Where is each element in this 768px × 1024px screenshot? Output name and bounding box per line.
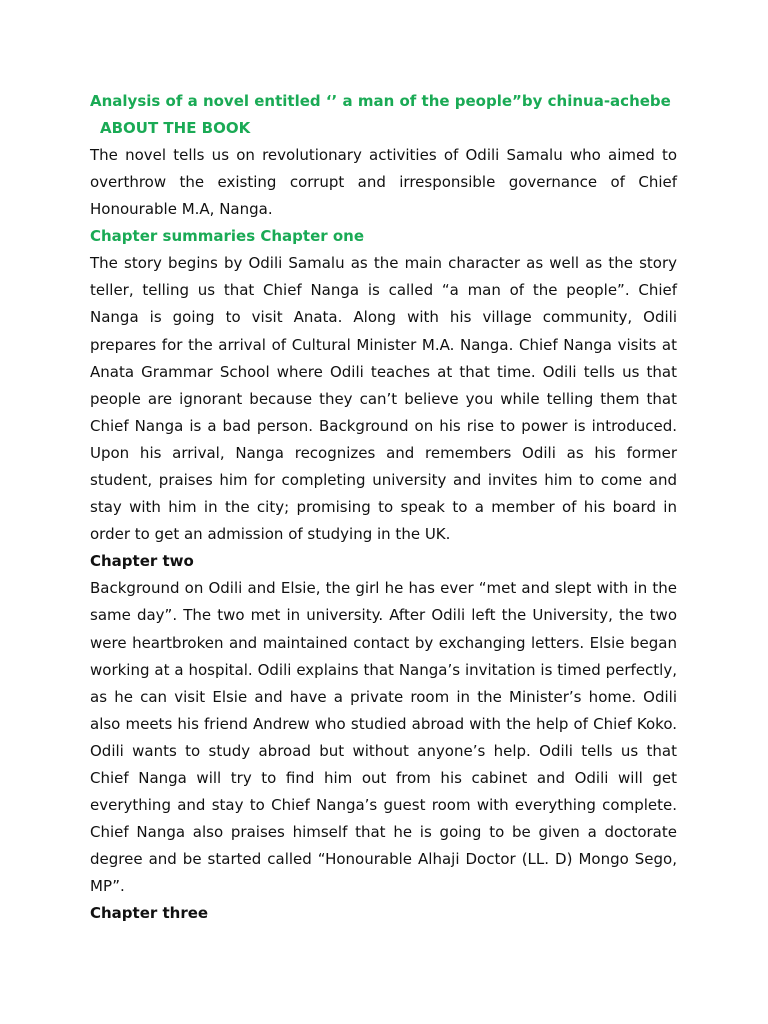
document-title: Analysis of a novel entitled ‘’ a man of the people”by chinua-achebe xyxy=(90,92,671,110)
about-paragraph: The novel tells us on revolutionary activities of Odili Samalu who aimed to overthrow the existing corrupt and irresponsible governance of Chief Honourable M.A, Nanga. xyxy=(90,146,677,219)
chapter-two-heading: Chapter two xyxy=(90,552,194,571)
about-heading: ABOUT THE BOOK xyxy=(100,119,251,137)
chapter-two-paragraph: Background on Odili and Elsie, the girl he has ever “met and slept with in the same day”. The two met in university. After Odili left the University, the two were heartbroken and maintained contact by exchanging letters. Elsie began working at a hospital. Odili explains that Nanga’s invitation is timed perfectly, as he can visit Elsie and have a private room in the Minister’s home. Odili also meets his friend Andrew who studied abroad with the help of Chief Koko. Odili wants to study abroad but without anyone’s help. Odili tells us that Chief Nanga will try to find him out from his cabinet and Odili will get everything and stay to Chief Nanga’s guest room with everything complete. Chief Nanga also praises himself that he is going to be given a doctorate degree and be started called “Honourable Alhaji Doctor (LL. D) Mongo Sego, MP”. xyxy=(90,579,677,896)
document-page xyxy=(90,88,677,927)
chapter-three-heading: Chapter three xyxy=(90,904,209,923)
chapter-summaries-heading: Chapter summaries Chapter one xyxy=(90,227,365,246)
chapter-one-paragraph: The story begins by Odili Samalu as the main character as well as the story teller, telling us that Chief Nanga is called “a man of the people”. Chief Nanga is going to visit Anata. Along with his village community, Odili prepares for the arrival of Cultural Minister M.A. Nanga. Chief Nanga visits at Anata Grammar School where Odili teaches at that time. Odili tells us that people are ignorant because they can’t believe you while telling them that Chief Nanga is a bad person. Background on his rise to power is introduced. Upon his arrival, Nanga recognizes and remembers Odili as his former student, praises him for completing university and invites him to come and stay with him in the city; promising to speak to a member of his board in order to get an admission of studying in the UK. xyxy=(90,254,677,544)
